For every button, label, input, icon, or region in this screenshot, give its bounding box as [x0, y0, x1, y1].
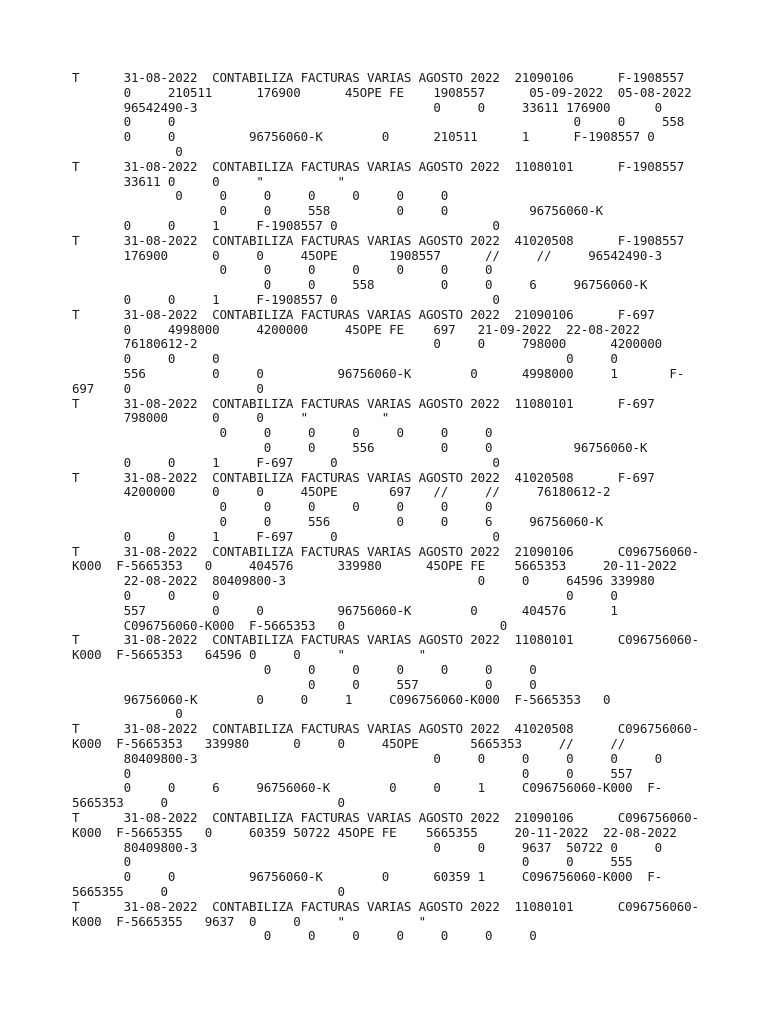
- document-line: K000 F-5665355 9637 0 0 " ": [72, 913, 427, 929]
- document-line: 0 0 0 0 0 0 0: [72, 262, 493, 278]
- document-line: T 31-08-2022 CONTABILIZA FACTURAS VARIAS AGOSTO 2022 11080101 F-1908557: [72, 158, 685, 174]
- document-line: 0 0 0 0 0 0 0: [72, 499, 493, 515]
- document-line: 0 0 96756060-K 0 210511 1 F-1908557 0: [72, 129, 655, 145]
- document-line: 557 0 0 96756060-K 0 404576 1: [72, 602, 618, 618]
- document-line: T 31-08-2022 CONTABILIZA FACTURAS VARIAS AGOSTO 2022 21090106 C096756060-: [72, 810, 699, 825]
- document-line: T 31-08-2022 CONTABILIZA FACTURAS VARIAS AGOSTO 2022 41020508 F-697: [72, 469, 655, 485]
- document-line: 0 0 0 0 0 0 0: [72, 425, 493, 441]
- document-line: 0 4998000 4200000 45OPE FE 697 21-09-2022 22-08-2022: [72, 321, 640, 337]
- document-line: 0 0 0 0 0: [72, 351, 618, 367]
- document-line: 4200000 0 0 45OPE 697 // // 76180612-2: [72, 484, 611, 500]
- document-line: T 31-08-2022 CONTABILIZA FACTURAS VARIAS AGOSTO 2022 41020508 C096756060-: [72, 721, 699, 737]
- document-line: 0 0 1 F-1908557 0 0: [72, 218, 500, 233]
- document-line: 0 0 0 0 0: [72, 588, 618, 603]
- document-line: 76180612-2 0 0 798000 4200000: [72, 336, 663, 352]
- document-line: 0 0 6 96756060-K 0 0 1 C096756060-K000 F-: [72, 780, 663, 796]
- document-line: 0 0 96756060-K 0 60359 1 C096756060-K000 F-: [72, 869, 663, 885]
- document-line: 33611 0 0 " ": [72, 173, 345, 189]
- document-line: 0 0 0 0 0 0 0: [72, 188, 449, 204]
- document-line: 0 0 556 0 0 6 96756060-K: [72, 514, 604, 529]
- document-line: 0 0 0 557: [72, 765, 633, 781]
- document-line: 0 0 1 F-697 0 0: [72, 528, 500, 544]
- document-line: T 31-08-2022 CONTABILIZA FACTURAS VARIAS AGOSTO 2022 11080101 C096756060-: [72, 632, 699, 648]
- document-line: 0 0 1 F-1908557 0 0: [72, 292, 500, 307]
- document-line: C096756060-K000 F-5665353 0 0: [72, 617, 508, 633]
- document-line: 556 0 0 96756060-K 0 4998000 1 F-: [72, 366, 685, 381]
- document-line: 96542490-3 0 0 33611 176900 0: [72, 99, 663, 115]
- document-line: 96756060-K 0 0 1 C096756060-K000 F-5665353 0: [72, 691, 611, 707]
- document-line: 697 0 0: [72, 380, 264, 396]
- document-line: 0 0 558 0 0 6 96756060-K: [72, 277, 648, 293]
- document-line: 80409800-3 0 0 9637 50722 0 0: [72, 839, 663, 855]
- document-line: 0: [72, 706, 183, 722]
- document-line: K000 F-5665355 0 60359 50722 45OPE FE 5665355 20-11-2022 22-08-2022: [72, 824, 677, 840]
- document-line: 0 0 556 0 0 96756060-K: [72, 440, 648, 455]
- document-line: T 31-08-2022 CONTABILIZA FACTURAS VARIAS AGOSTO 2022 41020508 F-1908557: [72, 232, 685, 248]
- document-line: 0 0 0 555: [72, 854, 633, 870]
- document-line: T 31-08-2022 CONTABILIZA FACTURAS VARIAS AGOSTO 2022 21090106 F-1908557: [72, 70, 685, 85]
- document-line: 0 0 0 0 558: [72, 114, 685, 130]
- document-line: K000 F-5665353 0 404576 339980 45OPE FE 5665353 20-11-2022: [72, 558, 677, 574]
- document-line: 5665353 0 0: [72, 795, 345, 811]
- document-line: T 31-08-2022 CONTABILIZA FACTURAS VARIAS AGOSTO 2022 11080101 F-697: [72, 395, 655, 411]
- document-line: T 31-08-2022 CONTABILIZA FACTURAS VARIAS AGOSTO 2022 11080101 C096756060-: [72, 898, 699, 914]
- document-line: 0 0 1 F-697 0 0: [72, 454, 500, 470]
- document-line: 0 0 557 0 0: [72, 676, 537, 692]
- document-line: 0 0 558 0 0 96756060-K: [72, 203, 604, 219]
- document-line: T 31-08-2022 CONTABILIZA FACTURAS VARIAS AGOSTO 2022 21090106 C096756060-: [72, 543, 699, 559]
- document-line: 0: [72, 144, 183, 159]
- document-line: 0 0 0 0 0 0 0: [72, 928, 537, 944]
- document-line: 5665355 0 0: [72, 884, 345, 899]
- document-line: 22-08-2022 80409800-3 0 0 64596 339980: [72, 573, 655, 589]
- document-line: 0 210511 176900 45OPE FE 1908557 05-09-2022 05-08-2022: [72, 84, 692, 100]
- document-line: K000 F-5665353 64596 0 0 " ": [72, 647, 427, 663]
- document-line: 0 0 0 0 0 0 0: [72, 662, 537, 677]
- document-line: 798000 0 0 " ": [72, 410, 390, 426]
- document-line: K000 F-5665353 339980 0 0 45OPE 5665353 // //: [72, 736, 626, 751]
- document-line: 80409800-3 0 0 0 0 0 0: [72, 750, 663, 766]
- document-line: 176900 0 0 45OPE 1908557 // // 96542490-3: [72, 247, 663, 263]
- document-line: T 31-08-2022 CONTABILIZA FACTURAS VARIAS AGOSTO 2022 21090106 F-697: [72, 306, 655, 322]
